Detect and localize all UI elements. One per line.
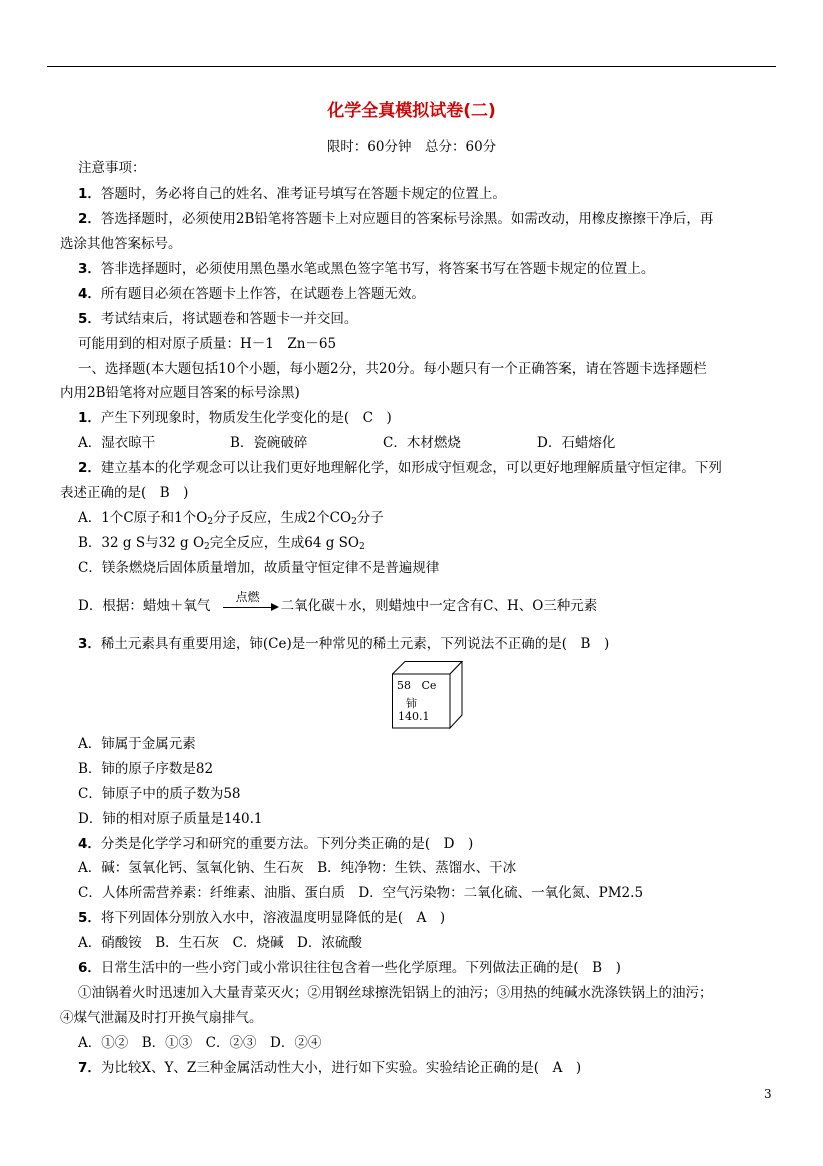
page-title: 化学全真模拟试卷(二)	[327, 101, 496, 121]
q2-option-a: A．1个C原子和1个$O_2$分子反应，生成2个$CO_2$分子	[78, 510, 384, 527]
reaction-arrow-icon: 点燃	[215, 596, 281, 616]
question-1: 1．产生下列现象时，物质发生化学变化的是( C )	[78, 410, 392, 426]
q2-option-c: C．镁条燃烧后固体质量增加，故质量守恒定律不是普遍规律	[78, 560, 440, 576]
header-rule	[47, 66, 776, 67]
q6-statements-2: ④煤气泄漏及时打开换气扇排气。	[60, 1010, 263, 1026]
q3-option-a: A．铈属于金属元素	[78, 736, 196, 752]
section-1-heading-cont: 内用2B铅笔将对应题目答案的标号涂黑)	[60, 385, 300, 401]
notice-5: 5．考试结束后，将试题卷和答题卡一并交回。	[78, 311, 358, 327]
q6-statements-1: ①油锅着火时迅速加入大量青菜灭火；②用钢丝球擦洗铝锅上的油污；③用热的纯碱水洗涤铁锅上的油污；	[78, 985, 713, 1001]
question-3: 3．稀土元素具有重要用途，铈(Ce)是一种常见的稀土元素，下列说法不正确的是( B )	[78, 636, 610, 652]
element-mass: 140.1	[398, 710, 430, 723]
element-name: 铈	[406, 697, 417, 710]
section-1-heading: 一、选择题(本大题包括10个小题，每小题2分，共20分。每小题只有一个正确答案，请在答题卡选择题栏	[78, 361, 707, 377]
notice-4: 4．所有题目必须在答题卡上作答，在试题卷上答题无效。	[78, 286, 425, 302]
notice-2-cont: 选涂其他答案标号。	[60, 236, 182, 252]
q4-options-cd: C．人体所需营养素：纤维素、油脂、蛋白质 D．空气污染物：二氧化硫、一氧化氮、PM2.5	[78, 885, 644, 901]
q2-option-b: B．32 g S与32 g $O_2$完全反应，生成64 g $SO_2$	[78, 535, 365, 552]
question-2-cont: 表述正确的是( B )	[60, 485, 189, 501]
q1-option-b: B．瓷碗破碎	[230, 435, 308, 451]
q1-option-c: C．木材燃烧	[383, 435, 461, 451]
page-number: 3	[764, 1087, 772, 1101]
q4-options-ab: A．碱：氢氧化钙、氢氧化钠、生石灰 B．纯净物：生铁、蒸馏水、干冰	[78, 860, 517, 876]
q3-option-b: B．铈的原子序数是82	[78, 761, 214, 777]
element-number-symbol: 58 Ce	[397, 679, 437, 692]
notice-3: 3．答非选择题时，必须使用黑色墨水笔或黑色签字笔书写，将答案书写在答题卡规定的位置上。	[78, 261, 655, 277]
question-4: 4．分类是化学学习和研究的重要方法。下列分类正确的是( D )	[78, 836, 474, 852]
notice-1: 1．答题时，务必将自己的姓名、准考证号填写在答题卡规定的位置上。	[78, 186, 506, 202]
question-5: 5．将下列固体分别放入水中，溶液温度明显降低的是( A )	[78, 910, 446, 926]
notice-header: 注意事项：	[78, 160, 146, 176]
cerium-element-tile	[392, 661, 464, 729]
q5-options: A．硝酸铵 B．生石灰 C．烧碱 D．浓硫酸	[78, 935, 362, 951]
q3-option-d: D．铈的相对原子质量是140.1	[78, 811, 263, 827]
q6-options: A．①② B．①③ C．②③ D．②④	[78, 1035, 322, 1051]
question-7: 7．为比较X、Y、Z三种金属活动性大小，进行如下实验。实验结论正确的是( A )	[78, 1060, 582, 1076]
question-2: 2．建立基本的化学观念可以让我们更好地理解化学，如形成守恒观念，可以更好地理解质量守恒定律。下列	[78, 460, 722, 476]
notice-2: 2．答选择题时，必须使用2B铅笔将答题卡上对应题目的答案标号涂黑。如需改动，用橡皮擦擦干净后，再	[78, 211, 714, 227]
atomic-mass-line: 可能用到的相对原子质量：H－1 Zn－65	[78, 336, 337, 352]
q1-option-a: A．湿衣晾干	[78, 435, 156, 451]
q1-option-d: D．石蜡熔化	[537, 435, 616, 451]
q3-option-c: C．铈原子中的质子数为58	[78, 786, 241, 802]
time-and-score: 限时：60分钟 总分：60分	[326, 139, 497, 155]
q2-option-d: D．根据：蜡烛＋氧气 点燃 二氧化碳＋水，则蜡烛中一定含有C、H、O三种元素	[78, 590, 598, 614]
question-6: 6．日常生活中的一些小窍门或小常识往往包含着一些化学原理。下列做法正确的是( B )	[78, 960, 621, 976]
